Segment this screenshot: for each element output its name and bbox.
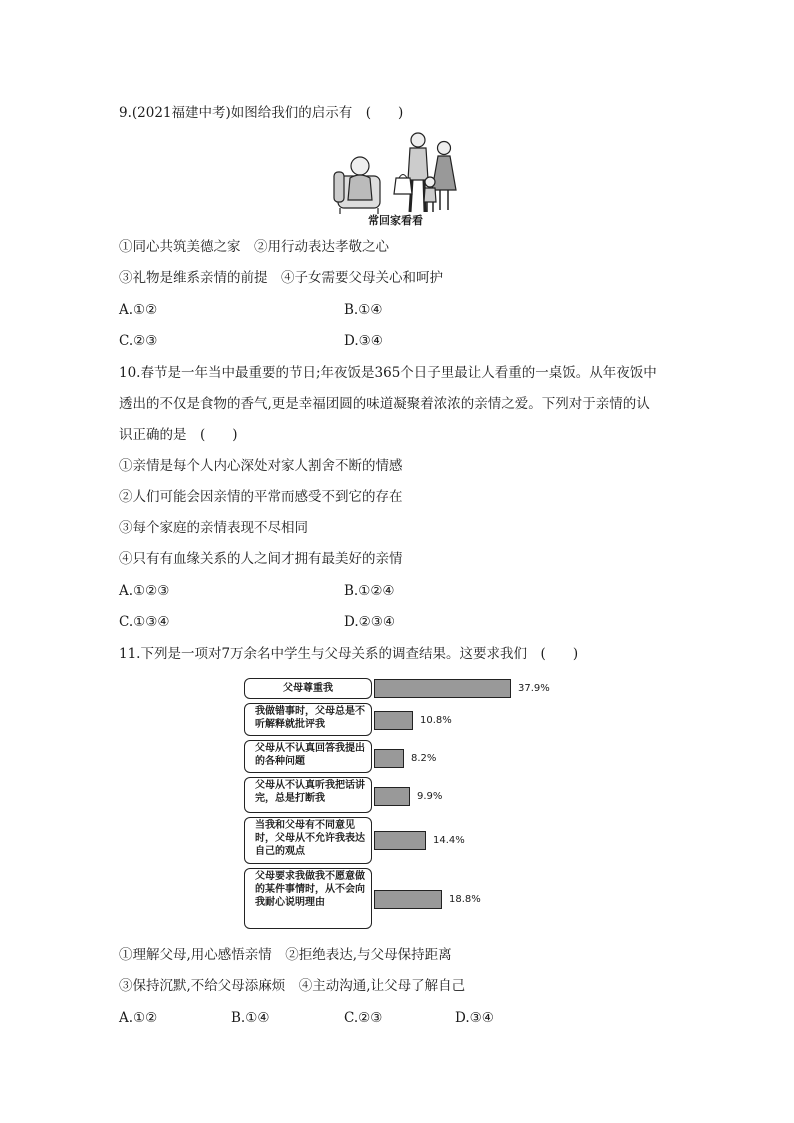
q10-option-d: D.②③④ xyxy=(344,614,395,630)
chart-value-label: 14.4% xyxy=(433,835,465,846)
chart-category-label: 当我和父母有不同意见时，父母从不允许我表达自己的观点 xyxy=(244,817,372,864)
chart-category-label: 父母要求我做我不愿意做的某件事情时，从不会向我耐心说明理由 xyxy=(244,868,372,929)
q10-option-c: C.①③④ xyxy=(119,614,170,630)
q9-stem: 9.(2021福建中考)如图给我们的启示有 ( ) xyxy=(119,105,404,121)
q11-statements-line1: ①理解父母,用心感悟亲情 ②拒绝表达,与父母保持距离 xyxy=(119,947,452,963)
q9-statements-line1: ①同心共筑美德之家 ②用行动表达孝敬之心 xyxy=(119,239,389,255)
chart-value-label: 8.2% xyxy=(411,753,437,764)
figure-caption: 常回家看看 xyxy=(368,214,423,227)
chart-value-label: 9.9% xyxy=(417,791,443,802)
q9-option-b: B.①④ xyxy=(344,302,383,318)
q10-statement-2: ②人们可能会因亲情的平常而感受不到它的存在 xyxy=(119,489,403,505)
q11-stem: 11.下列是一项对7万余名中学生与父母关系的调查结果。这要求我们 ( ) xyxy=(119,646,579,662)
chart-bar xyxy=(374,679,511,698)
q10-option-b: B.①②④ xyxy=(344,583,395,599)
chart-category-label: 父母从不认真回答我提出的各种问题 xyxy=(244,740,372,773)
q11-option-a: A.①② xyxy=(119,1010,158,1026)
chart-value-label: 37.9% xyxy=(518,683,550,694)
chart-value-label: 18.8% xyxy=(449,894,481,905)
q10-statement-4: ④只有有血缘关系的人之间才拥有最美好的亲情 xyxy=(119,551,403,567)
chart-category-label: 父母尊重我 xyxy=(244,678,372,699)
chart-bar xyxy=(374,890,442,909)
q9-statements-line2: ③礼物是维系亲情的前提 ④子女需要父母关心和呵护 xyxy=(119,270,443,286)
q10-stem-line1: 10.春节是一年当中最重要的节日;年夜饭是365个日子里最让人看重的一桌饭。从年夜饭中 xyxy=(119,365,657,381)
chart-bar xyxy=(374,711,413,730)
chart-category-label: 我做错事时，父母总是不听解释就批评我 xyxy=(244,703,372,736)
q11-option-b: B.①④ xyxy=(231,1010,270,1026)
q11-option-d: D.③④ xyxy=(455,1010,494,1026)
chart-bar xyxy=(374,749,404,768)
q9-option-d: D.③④ xyxy=(344,333,383,349)
q11-option-c: C.②③ xyxy=(344,1010,383,1026)
q10-statement-1: ①亲情是每个人内心深处对家人割舍不断的情感 xyxy=(119,458,403,474)
chart-category-label: 父母从不认真听我把话讲完，总是打断我 xyxy=(244,777,372,813)
q9-option-c: C.②③ xyxy=(119,333,158,349)
q9-option-a: A.①② xyxy=(119,302,158,318)
chart-bar xyxy=(374,831,426,850)
q10-stem-line3: 识正确的是 ( ) xyxy=(119,427,238,443)
q11-statements-line2: ③保持沉默,不给父母添麻烦 ④主动沟通,让父母了解自己 xyxy=(119,978,466,994)
chart-bar xyxy=(374,787,410,806)
q10-statement-3: ③每个家庭的亲情表现不尽相同 xyxy=(119,520,308,536)
q10-option-a: A.①②③ xyxy=(119,583,170,599)
chart-value-label: 10.8% xyxy=(420,715,452,726)
q10-stem-line2: 透出的不仅是食物的香气,更是幸福团圆的味道凝聚着浓浓的亲情之爱。下列对于亲情的认 xyxy=(119,396,650,412)
